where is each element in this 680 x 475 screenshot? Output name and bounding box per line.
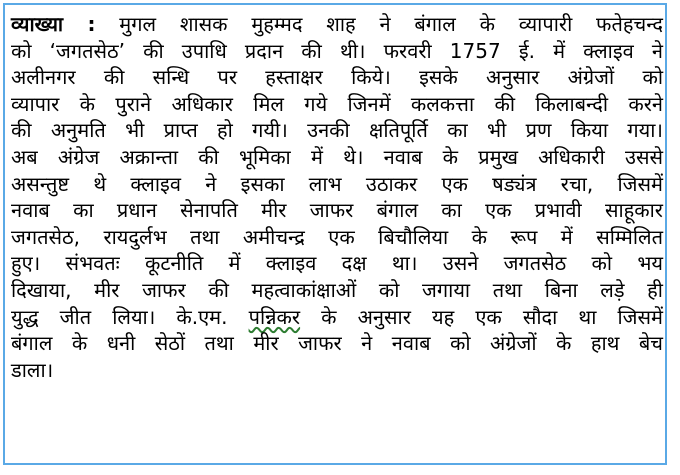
passage-line-5: की अनुमति भी प्राप्त हो गयी। उनकी क्षतिपूर्ति का भी प्रण किया गया। [11,118,663,143]
passage-line-7: असन्तुष्ट थे क्लाइव ने इसका लाभ उठाकर एक षड्यंत्र रचा, जिसमें [11,171,663,196]
passage-label: व्याख्या : [11,12,96,36]
passage-line-4: व्यापार के पुराने अधिकार मिल गये जिनमें कलकत्ता की किलाबन्दी करने [11,91,663,116]
passage-line-10: हुए। संभवतः कूटनीति में क्लाइव दक्ष था। उसने जगतसेठ को भय [11,251,663,276]
passage-line-6: अब अंग्रेज अक्रान्ता की भूमिका में थे। नवाब के प्रमुख अधिकारी उससे [11,144,663,169]
passage-line-9: जगतसेठ, रायदुर्लभ तथा अमीचन्द्र एक बिचौलिया के रूप में सम्मिलित [11,224,663,249]
passage-line-1-text: मुगल शासक मुहम्मद शाह ने बंगाल के व्यापारी फतेहचन्द [95,12,663,36]
passage-line-14: डाला। [11,357,54,382]
passage-line-2: को ‘जगतसेठ’ की उपाधि प्रदान की थी। फरवरी 1757 ई. में क्लाइव ने [11,38,663,63]
passage [11,11,663,383]
passage-line-3: अलीनगर की सन्धि पर हस्ताक्षर किये। इसके अनुसार अंग्रेजों को [11,65,663,90]
passage-line-13: बंगाल के धनी सेठों तथा मीर जाफर ने नवाब को अंग्रेजों के हाथ बेच [11,331,663,356]
text-frame [3,3,667,465]
passage-line-11: दिखाया, मीर जाफर की महत्वाकांक्षाओं को जगाया तथा बिना लड़े ही [11,277,663,302]
spellcheck-flagged-word: पन्निकर [248,304,301,329]
passage-line-8: नवाब का प्रधान सेनापति मीर जाफर बंगाल का एक प्रभावी साहूकार [11,198,663,223]
passage-line-12: युद्ध जीत लिया। के.एम. पन्निकर के अनुसार यह एक सौदा था जिसमें [11,304,663,329]
passage-line-1 [11,11,663,38]
